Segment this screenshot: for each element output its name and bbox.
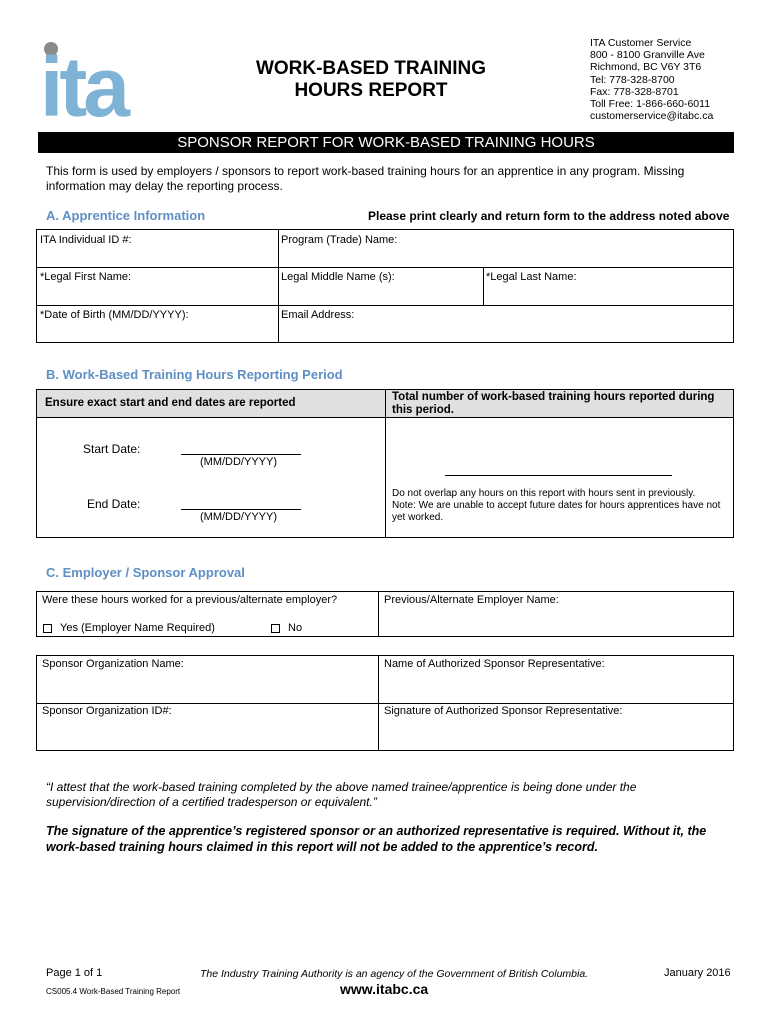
sponsor-org-name-field[interactable]: Sponsor Organization Name: (42, 658, 184, 670)
ita-id-field[interactable]: ITA Individual ID #: (40, 234, 132, 246)
dob-field[interactable]: *Date of Birth (MM/DD/YYYY): (40, 309, 189, 321)
yes-checkbox[interactable] (43, 624, 52, 633)
yes-option[interactable]: Yes (Employer Name Required) (43, 622, 215, 634)
start-date-input[interactable] (181, 454, 301, 455)
attestation-statement: “I attest that the work-based training completed by the above named trainee/apprentice is being done under the supervision/direction of a certified tradesperson or equivalent.” (46, 780, 637, 809)
total-hours-input[interactable] (445, 475, 672, 476)
website-link[interactable]: www.itabc.ca (340, 981, 429, 997)
ita-logo (40, 38, 154, 120)
exact-dates-header: Ensure exact start and end dates are reported (45, 397, 296, 409)
previous-employer-table (36, 591, 734, 637)
reporting-period-table (36, 389, 734, 538)
start-date-label: Start Date: (83, 442, 141, 456)
section-b-heading: B. Work-Based Training Hours Reporting Period (46, 367, 343, 382)
start-date-format: (MM/DD/YYYY) (200, 456, 277, 468)
page-title: WORK-BASED TRAINING HOURS REPORT (255, 58, 487, 101)
page-number: Page 1 of 1 (46, 967, 103, 979)
end-date-label: End Date: (87, 497, 141, 511)
program-name-field[interactable]: Program (Trade) Name: (281, 234, 398, 246)
form-date: January 2016 (664, 967, 731, 979)
total-hours-header: Total number of work-based training hours reported during this period. (392, 391, 715, 416)
sponsor-org-id-field[interactable]: Sponsor Organization ID#: (42, 705, 172, 717)
previous-employer-name-field[interactable]: Previous/Alternate Employer Name: (384, 594, 559, 606)
print-instruction: Please print clearly and return form to the address noted above (368, 209, 730, 223)
rep-name-field[interactable]: Name of Authorized Sponsor Representative: (384, 658, 605, 670)
intro-text: This form is used by employers / sponsors to report work-based training hours for an apprentice in any program. Missing information may delay the reporting process. (46, 164, 685, 193)
middle-name-field[interactable]: Legal Middle Name (s): (281, 271, 395, 283)
signature-requirement: The signature of the apprentice’s registered sponsor or an authorized representative is required. Without it, the work-based training hours claimed in this report will not be added to the apprentice’s record. (46, 824, 707, 854)
end-date-input[interactable] (181, 509, 301, 510)
section-c-heading: C. Employer / Sponsor Approval (46, 565, 245, 580)
last-name-field[interactable]: *Legal Last Name: (486, 271, 577, 283)
sponsor-table (36, 655, 734, 751)
no-checkbox[interactable] (271, 624, 280, 633)
no-option[interactable]: No (271, 622, 302, 634)
agency-statement: The Industry Training Authority is an agency of the Government of British Columbia. (200, 968, 589, 980)
email-field[interactable]: Email Address: (281, 309, 355, 321)
section-a-heading: A. Apprentice Information (46, 208, 206, 223)
report-banner: SPONSOR REPORT FOR WORK-BASED TRAINING HOURS (38, 132, 734, 153)
end-date-format: (MM/DD/YYYY) (200, 511, 277, 523)
first-name-field[interactable]: *Legal First Name: (40, 271, 132, 283)
overlap-note: Do not overlap any hours on this report with hours sent in previously. Note: We are unable to accept future dates for hours apprentices have not yet worked. (392, 488, 721, 523)
form-code: CS005.4 Work-Based Training Report (46, 987, 181, 996)
rep-signature-field[interactable]: Signature of Authorized Sponsor Representative: (384, 705, 623, 717)
contact-block: ITA Customer Service 800 - 8100 Granville Ave Richmond, BC V6Y 3T6 Tel: 778-328-8700 Fax: 778-328-8701 Toll Free: 1-866-660-6011 customerservice@itabc.ca (590, 37, 714, 123)
previous-employer-question: Were these hours worked for a previous/alternate employer? (42, 594, 338, 606)
logo-text: ita (40, 40, 127, 120)
apprentice-info-table (36, 229, 734, 343)
